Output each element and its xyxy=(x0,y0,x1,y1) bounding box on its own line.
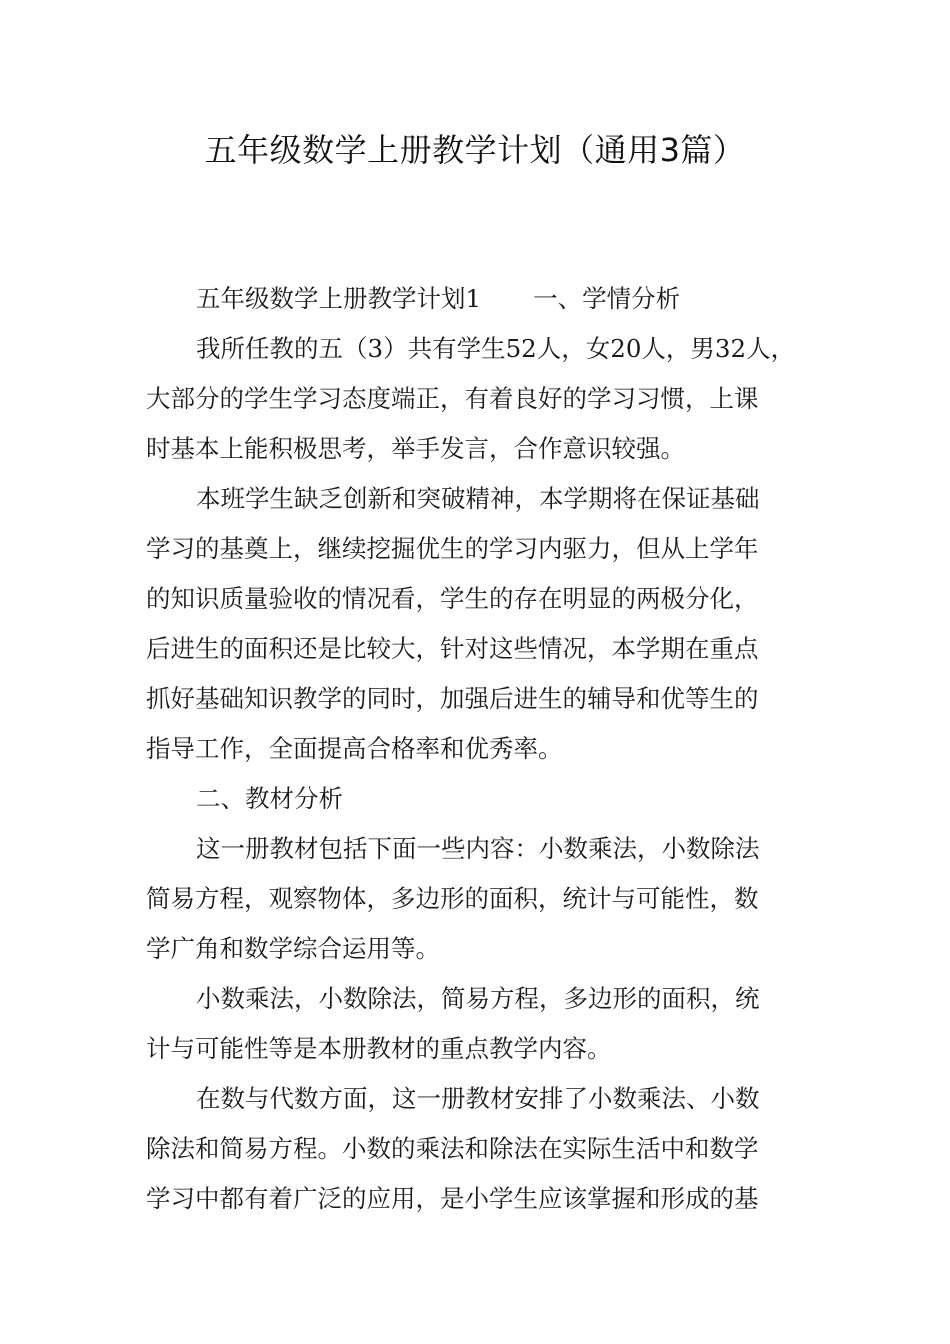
document-title: 五年级数学上册教学计划（通用3篇） xyxy=(204,131,746,169)
paragraph-line: 这一册教材包括下面一些内容：小数乘法，小数除法 xyxy=(196,834,760,863)
section-heading-1: 一、学情分析 xyxy=(533,284,681,313)
paragraph-line: 后进生的面积还是比较大，针对这些情况，本学期在重点 xyxy=(146,634,759,663)
plan-heading-line xyxy=(196,282,680,316)
paragraph-line: 本班学生缺乏创新和突破精神，本学期将在保证基础 xyxy=(196,484,760,513)
paragraph-line: 计与可能性等是本册教材的重点教学内容。 xyxy=(146,1034,612,1063)
paragraph-line: 的知识质量验收的情况看，学生的存在明显的两极分化， xyxy=(146,584,759,613)
paragraph-line: 时基本上能积极思考，举手发言，合作意识较强。 xyxy=(146,434,685,463)
paragraph-line: 指导工作，全面提高合格率和优秀率。 xyxy=(146,734,563,763)
paragraph-line: 小数乘法，小数除法，简易方程，多边形的面积，统 xyxy=(196,984,760,1013)
paragraph-line: 抓好基础知识教学的同时，加强后进生的辅导和优等生的 xyxy=(146,684,759,713)
paragraph-line: 大部分的学生学习态度端正，有着良好的学习习惯，上课 xyxy=(146,384,759,413)
paragraph-line: 我所任教的五（3）共有学生52人，女20人，男32人， xyxy=(196,334,796,363)
paragraph-line: 在数与代数方面，这一册教材安排了小数乘法、小数 xyxy=(196,1084,760,1113)
paragraph-line: 学习中都有着广泛的应用，是小学生应该掌握和形成的基 xyxy=(146,1184,759,1213)
plan-heading: 五年级数学上册教学计划1 xyxy=(196,284,482,313)
paragraph-line: 学习的基奠上，继续挖掘优生的学习内驱力，但从上学年 xyxy=(146,534,759,563)
paragraph-line: 学广角和数学综合运用等。 xyxy=(146,934,440,963)
section-heading-2: 二、教材分析 xyxy=(196,784,343,813)
paragraph-line: 简易方程，观察物体，多边形的面积，统计与可能性，数 xyxy=(146,884,759,913)
paragraph-line: 除法和简易方程。小数的乘法和除法在实际生活中和数学 xyxy=(146,1134,759,1163)
